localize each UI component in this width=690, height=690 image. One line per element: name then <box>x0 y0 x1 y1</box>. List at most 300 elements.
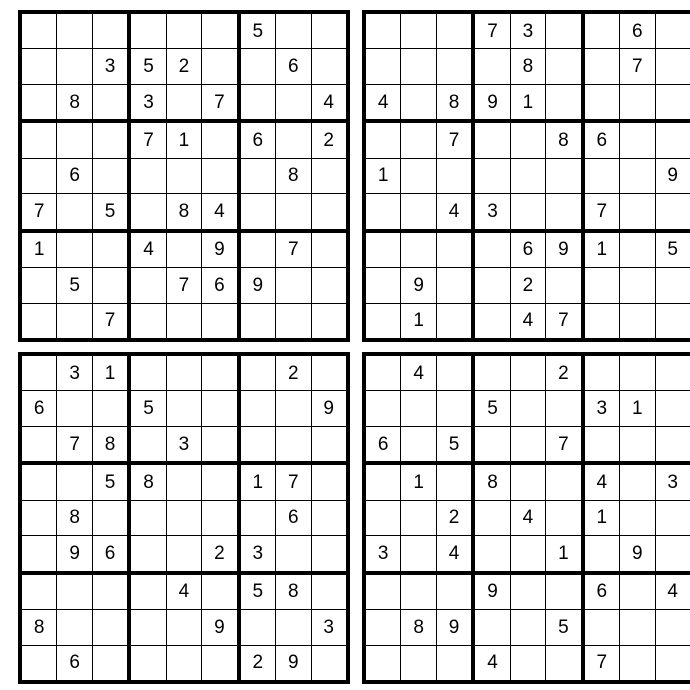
sudoku-cell-empty[interactable] <box>473 121 510 158</box>
sudoku-cell-empty[interactable] <box>546 573 583 610</box>
sudoku-cell-empty[interactable] <box>20 12 57 49</box>
sudoku-cell-given[interactable]: 2 <box>546 354 583 391</box>
sudoku-cell-empty[interactable] <box>473 354 510 391</box>
sudoku-cell-empty[interactable] <box>311 354 348 391</box>
sudoku-cell-given[interactable]: 7 <box>202 84 239 121</box>
sudoku-cell-empty[interactable] <box>276 610 311 645</box>
sudoku-cell-empty[interactable] <box>57 463 92 500</box>
sudoku-cell-given[interactable]: 6 <box>510 231 545 268</box>
sudoku-cell-empty[interactable] <box>57 194 92 231</box>
sudoku-cell-given[interactable]: 6 <box>364 426 401 463</box>
sudoku-cell-empty[interactable] <box>129 303 166 340</box>
sudoku-cell-empty[interactable] <box>92 610 129 645</box>
sudoku-cell-empty[interactable] <box>401 391 436 426</box>
sudoku-cell-empty[interactable] <box>364 354 401 391</box>
sudoku-cell-empty[interactable] <box>436 463 473 500</box>
sudoku-cell-given[interactable]: 9 <box>436 610 473 645</box>
sudoku-grid-bottom-left[interactable] <box>18 352 334 674</box>
sudoku-cell-given[interactable]: 7 <box>620 49 655 84</box>
sudoku-cell-empty[interactable] <box>655 426 690 463</box>
sudoku-cell-empty[interactable] <box>166 354 201 391</box>
sudoku-table[interactable] <box>362 10 690 342</box>
sudoku-cell-empty[interactable] <box>20 645 57 682</box>
sudoku-cell-empty[interactable] <box>166 231 201 268</box>
sudoku-cell-empty[interactable] <box>129 158 166 193</box>
sudoku-cell-given[interactable]: 3 <box>655 463 690 500</box>
sudoku-cell-given[interactable]: 6 <box>57 645 92 682</box>
sudoku-cell-given[interactable]: 4 <box>583 463 620 500</box>
sudoku-cell-empty[interactable] <box>401 194 436 231</box>
sudoku-cell-empty[interactable] <box>92 391 129 426</box>
sudoku-cell-empty[interactable] <box>92 573 129 610</box>
sudoku-cell-given[interactable]: 7 <box>20 194 57 231</box>
sudoku-cell-empty[interactable] <box>546 12 583 49</box>
sudoku-cell-empty[interactable] <box>510 536 545 573</box>
sudoku-cell-given[interactable]: 4 <box>129 231 166 268</box>
sudoku-cell-empty[interactable] <box>20 303 57 340</box>
sudoku-cell-given[interactable]: 9 <box>401 268 436 303</box>
sudoku-cell-empty[interactable] <box>166 463 201 500</box>
sudoku-cell-empty[interactable] <box>583 158 620 193</box>
sudoku-cell-empty[interactable] <box>57 610 92 645</box>
sudoku-cell-empty[interactable] <box>364 645 401 682</box>
sudoku-cell-empty[interactable] <box>620 500 655 535</box>
sudoku-cell-empty[interactable] <box>583 49 620 84</box>
sudoku-cell-empty[interactable] <box>401 158 436 193</box>
sudoku-cell-empty[interactable] <box>202 354 239 391</box>
sudoku-cell-empty[interactable] <box>401 536 436 573</box>
sudoku-cell-empty[interactable] <box>436 268 473 303</box>
sudoku-cell-empty[interactable] <box>92 12 129 49</box>
sudoku-cell-given[interactable]: 1 <box>20 231 57 268</box>
sudoku-cell-empty[interactable] <box>473 231 510 268</box>
sudoku-cell-empty[interactable] <box>202 158 239 193</box>
sudoku-cell-empty[interactable] <box>401 84 436 121</box>
sudoku-cell-empty[interactable] <box>364 268 401 303</box>
sudoku-cell-empty[interactable] <box>583 84 620 121</box>
sudoku-cell-empty[interactable] <box>436 231 473 268</box>
sudoku-cell-empty[interactable] <box>401 121 436 158</box>
sudoku-cell-given[interactable]: 5 <box>57 268 92 303</box>
sudoku-cell-empty[interactable] <box>92 500 129 535</box>
sudoku-cell-empty[interactable] <box>364 194 401 231</box>
sudoku-cell-given[interactable]: 6 <box>276 49 311 84</box>
sudoku-cell-empty[interactable] <box>401 49 436 84</box>
sudoku-cell-given[interactable]: 1 <box>364 158 401 193</box>
sudoku-cell-empty[interactable] <box>129 12 166 49</box>
sudoku-cell-given[interactable]: 5 <box>436 426 473 463</box>
sudoku-cell-given[interactable]: 1 <box>166 121 201 158</box>
sudoku-cell-given[interactable]: 1 <box>239 463 276 500</box>
sudoku-cell-given[interactable]: 8 <box>401 610 436 645</box>
sudoku-cell-empty[interactable] <box>401 645 436 682</box>
sudoku-cell-given[interactable]: 7 <box>57 426 92 463</box>
sudoku-cell-empty[interactable] <box>57 121 92 158</box>
sudoku-cell-empty[interactable] <box>655 49 690 84</box>
sudoku-cell-given[interactable]: 4 <box>311 84 348 121</box>
sudoku-cell-empty[interactable] <box>202 303 239 340</box>
sudoku-cell-empty[interactable] <box>364 573 401 610</box>
sudoku-cell-empty[interactable] <box>510 426 545 463</box>
sudoku-cell-empty[interactable] <box>620 354 655 391</box>
sudoku-cell-empty[interactable] <box>92 268 129 303</box>
sudoku-cell-given[interactable]: 8 <box>436 84 473 121</box>
sudoku-cell-empty[interactable] <box>655 610 690 645</box>
sudoku-cell-empty[interactable] <box>57 12 92 49</box>
sudoku-cell-given[interactable]: 9 <box>620 536 655 573</box>
sudoku-cell-empty[interactable] <box>583 354 620 391</box>
sudoku-cell-given[interactable]: 7 <box>583 194 620 231</box>
sudoku-cell-given[interactable]: 4 <box>401 354 436 391</box>
sudoku-cell-empty[interactable] <box>311 536 348 573</box>
sudoku-cell-given[interactable]: 1 <box>510 84 545 121</box>
sudoku-cell-empty[interactable] <box>166 391 201 426</box>
sudoku-cell-given[interactable]: 4 <box>473 645 510 682</box>
sudoku-cell-empty[interactable] <box>202 645 239 682</box>
sudoku-cell-empty[interactable] <box>364 500 401 535</box>
sudoku-cell-empty[interactable] <box>202 500 239 535</box>
sudoku-cell-empty[interactable] <box>276 121 311 158</box>
sudoku-cell-empty[interactable] <box>546 194 583 231</box>
sudoku-cell-empty[interactable] <box>92 231 129 268</box>
sudoku-cell-empty[interactable] <box>276 268 311 303</box>
sudoku-cell-given[interactable]: 5 <box>129 391 166 426</box>
sudoku-cell-empty[interactable] <box>166 610 201 645</box>
sudoku-cell-empty[interactable] <box>473 158 510 193</box>
sudoku-cell-empty[interactable] <box>20 158 57 193</box>
sudoku-cell-empty[interactable] <box>364 463 401 500</box>
sudoku-cell-given[interactable]: 8 <box>57 84 92 121</box>
sudoku-cell-empty[interactable] <box>311 426 348 463</box>
sudoku-cell-given[interactable]: 2 <box>166 49 201 84</box>
sudoku-cell-empty[interactable] <box>276 303 311 340</box>
sudoku-cell-given[interactable]: 5 <box>655 231 690 268</box>
sudoku-cell-empty[interactable] <box>57 391 92 426</box>
sudoku-cell-given[interactable]: 3 <box>311 610 348 645</box>
sudoku-cell-given[interactable]: 3 <box>510 12 545 49</box>
sudoku-cell-empty[interactable] <box>364 610 401 645</box>
sudoku-cell-given[interactable]: 8 <box>166 194 201 231</box>
sudoku-cell-given[interactable]: 6 <box>239 121 276 158</box>
sudoku-cell-empty[interactable] <box>239 303 276 340</box>
sudoku-cell-given[interactable]: 7 <box>436 121 473 158</box>
sudoku-cell-empty[interactable] <box>57 49 92 84</box>
sudoku-cell-given[interactable]: 8 <box>92 426 129 463</box>
sudoku-cell-empty[interactable] <box>364 391 401 426</box>
sudoku-cell-given[interactable]: 7 <box>546 426 583 463</box>
sudoku-cell-empty[interactable] <box>546 463 583 500</box>
sudoku-cell-empty[interactable] <box>436 573 473 610</box>
sudoku-cell-given[interactable]: 4 <box>364 84 401 121</box>
sudoku-cell-empty[interactable] <box>20 49 57 84</box>
sudoku-cell-empty[interactable] <box>473 303 510 340</box>
sudoku-cell-empty[interactable] <box>364 231 401 268</box>
sudoku-cell-given[interactable]: 8 <box>276 573 311 610</box>
sudoku-cell-empty[interactable] <box>276 426 311 463</box>
sudoku-cell-empty[interactable] <box>510 610 545 645</box>
sudoku-cell-given[interactable]: 4 <box>166 573 201 610</box>
sudoku-cell-given[interactable]: 5 <box>92 194 129 231</box>
sudoku-table[interactable] <box>18 10 350 342</box>
sudoku-cell-empty[interactable] <box>311 194 348 231</box>
sudoku-cell-given[interactable]: 6 <box>583 573 620 610</box>
sudoku-cell-given[interactable]: 1 <box>92 354 129 391</box>
sudoku-cell-empty[interactable] <box>546 645 583 682</box>
sudoku-cell-empty[interactable] <box>510 645 545 682</box>
sudoku-cell-empty[interactable] <box>655 84 690 121</box>
sudoku-cell-empty[interactable] <box>129 536 166 573</box>
sudoku-cell-empty[interactable] <box>129 645 166 682</box>
sudoku-cell-empty[interactable] <box>620 645 655 682</box>
sudoku-cell-given[interactable]: 4 <box>202 194 239 231</box>
sudoku-cell-given[interactable]: 5 <box>92 463 129 500</box>
sudoku-cell-empty[interactable] <box>166 12 201 49</box>
sudoku-cell-empty[interactable] <box>20 536 57 573</box>
sudoku-cell-empty[interactable] <box>202 391 239 426</box>
sudoku-cell-given[interactable]: 1 <box>401 303 436 340</box>
sudoku-cell-empty[interactable] <box>20 354 57 391</box>
sudoku-cell-given[interactable]: 9 <box>239 268 276 303</box>
sudoku-cell-empty[interactable] <box>276 536 311 573</box>
sudoku-cell-empty[interactable] <box>202 12 239 49</box>
sudoku-cell-empty[interactable] <box>583 303 620 340</box>
sudoku-cell-given[interactable]: 7 <box>92 303 129 340</box>
sudoku-cell-empty[interactable] <box>655 391 690 426</box>
sudoku-cell-given[interactable]: 7 <box>546 303 583 340</box>
sudoku-cell-empty[interactable] <box>239 194 276 231</box>
sudoku-cell-empty[interactable] <box>57 573 92 610</box>
sudoku-cell-empty[interactable] <box>129 194 166 231</box>
sudoku-cell-empty[interactable] <box>655 500 690 535</box>
sudoku-cell-empty[interactable] <box>239 610 276 645</box>
sudoku-cell-empty[interactable] <box>166 645 201 682</box>
sudoku-cell-given[interactable]: 6 <box>92 536 129 573</box>
sudoku-cell-empty[interactable] <box>129 573 166 610</box>
sudoku-cell-empty[interactable] <box>546 84 583 121</box>
sudoku-cell-given[interactable]: 6 <box>57 158 92 193</box>
sudoku-cell-given[interactable]: 3 <box>364 536 401 573</box>
sudoku-cell-empty[interactable] <box>510 194 545 231</box>
sudoku-cell-empty[interactable] <box>311 463 348 500</box>
sudoku-cell-empty[interactable] <box>583 536 620 573</box>
sudoku-cell-empty[interactable] <box>655 645 690 682</box>
sudoku-cell-empty[interactable] <box>401 12 436 49</box>
sudoku-cell-given[interactable]: 1 <box>546 536 583 573</box>
sudoku-cell-given[interactable]: 2 <box>239 645 276 682</box>
sudoku-cell-empty[interactable] <box>620 463 655 500</box>
sudoku-cell-empty[interactable] <box>239 231 276 268</box>
sudoku-cell-given[interactable]: 4 <box>436 194 473 231</box>
sudoku-cell-given[interactable]: 1 <box>620 391 655 426</box>
sudoku-cell-empty[interactable] <box>655 268 690 303</box>
sudoku-cell-empty[interactable] <box>129 268 166 303</box>
sudoku-cell-empty[interactable] <box>311 500 348 535</box>
sudoku-cell-given[interactable]: 4 <box>510 303 545 340</box>
sudoku-cell-given[interactable]: 9 <box>202 610 239 645</box>
sudoku-cell-empty[interactable] <box>436 391 473 426</box>
sudoku-cell-empty[interactable] <box>583 268 620 303</box>
sudoku-grid-top-right[interactable] <box>362 10 678 332</box>
sudoku-cell-empty[interactable] <box>473 426 510 463</box>
sudoku-grid-top-left[interactable] <box>18 10 334 332</box>
sudoku-cell-given[interactable]: 1 <box>401 463 436 500</box>
sudoku-cell-empty[interactable] <box>436 645 473 682</box>
sudoku-cell-given[interactable]: 7 <box>129 121 166 158</box>
sudoku-cell-given[interactable]: 9 <box>546 231 583 268</box>
sudoku-cell-empty[interactable] <box>620 158 655 193</box>
sudoku-cell-empty[interactable] <box>473 268 510 303</box>
sudoku-cell-empty[interactable] <box>276 12 311 49</box>
sudoku-cell-empty[interactable] <box>311 12 348 49</box>
sudoku-cell-given[interactable]: 7 <box>473 12 510 49</box>
sudoku-cell-empty[interactable] <box>202 463 239 500</box>
sudoku-cell-empty[interactable] <box>276 194 311 231</box>
sudoku-cell-empty[interactable] <box>92 84 129 121</box>
sudoku-cell-given[interactable]: 6 <box>620 12 655 49</box>
sudoku-cell-empty[interactable] <box>510 354 545 391</box>
sudoku-cell-given[interactable]: 1 <box>583 231 620 268</box>
sudoku-cell-empty[interactable] <box>202 121 239 158</box>
sudoku-cell-given[interactable]: 7 <box>276 463 311 500</box>
sudoku-cell-empty[interactable] <box>510 391 545 426</box>
sudoku-cell-given[interactable]: 8 <box>20 610 57 645</box>
sudoku-cell-empty[interactable] <box>620 303 655 340</box>
sudoku-cell-empty[interactable] <box>655 194 690 231</box>
sudoku-cell-given[interactable]: 9 <box>473 573 510 610</box>
sudoku-cell-empty[interactable] <box>364 49 401 84</box>
sudoku-cell-empty[interactable] <box>364 121 401 158</box>
sudoku-cell-given[interactable]: 5 <box>239 573 276 610</box>
sudoku-cell-empty[interactable] <box>311 158 348 193</box>
sudoku-table[interactable] <box>18 352 350 684</box>
sudoku-cell-empty[interactable] <box>166 84 201 121</box>
sudoku-cell-empty[interactable] <box>364 12 401 49</box>
sudoku-cell-empty[interactable] <box>436 354 473 391</box>
sudoku-cell-empty[interactable] <box>57 231 92 268</box>
sudoku-cell-empty[interactable] <box>436 49 473 84</box>
sudoku-cell-empty[interactable] <box>311 645 348 682</box>
sudoku-cell-empty[interactable] <box>20 573 57 610</box>
sudoku-cell-empty[interactable] <box>311 49 348 84</box>
sudoku-cell-given[interactable]: 3 <box>57 354 92 391</box>
sudoku-cell-empty[interactable] <box>620 84 655 121</box>
sudoku-cell-empty[interactable] <box>655 354 690 391</box>
sudoku-cell-empty[interactable] <box>401 500 436 535</box>
sudoku-cell-empty[interactable] <box>311 231 348 268</box>
sudoku-cell-given[interactable]: 7 <box>276 231 311 268</box>
sudoku-cell-empty[interactable] <box>401 231 436 268</box>
sudoku-cell-given[interactable]: 8 <box>129 463 166 500</box>
sudoku-cell-empty[interactable] <box>129 610 166 645</box>
sudoku-cell-given[interactable]: 2 <box>510 268 545 303</box>
sudoku-cell-empty[interactable] <box>583 610 620 645</box>
sudoku-cell-given[interactable]: 3 <box>583 391 620 426</box>
sudoku-cell-given[interactable]: 6 <box>276 500 311 535</box>
sudoku-cell-empty[interactable] <box>473 610 510 645</box>
sudoku-cell-empty[interactable] <box>20 84 57 121</box>
sudoku-cell-empty[interactable] <box>401 426 436 463</box>
sudoku-cell-given[interactable]: 9 <box>473 84 510 121</box>
sudoku-cell-given[interactable]: 3 <box>473 194 510 231</box>
sudoku-cell-empty[interactable] <box>20 500 57 535</box>
sudoku-cell-given[interactable]: 6 <box>20 391 57 426</box>
sudoku-cell-empty[interactable] <box>20 268 57 303</box>
sudoku-cell-given[interactable]: 2 <box>202 536 239 573</box>
sudoku-cell-given[interactable]: 8 <box>473 463 510 500</box>
sudoku-cell-empty[interactable] <box>655 303 690 340</box>
sudoku-cell-empty[interactable] <box>276 84 311 121</box>
sudoku-cell-empty[interactable] <box>620 610 655 645</box>
sudoku-cell-empty[interactable] <box>202 573 239 610</box>
sudoku-cell-empty[interactable] <box>510 573 545 610</box>
sudoku-cell-given[interactable]: 8 <box>546 121 583 158</box>
sudoku-cell-empty[interactable] <box>364 303 401 340</box>
sudoku-cell-given[interactable]: 8 <box>510 49 545 84</box>
sudoku-cell-empty[interactable] <box>57 303 92 340</box>
sudoku-cell-empty[interactable] <box>546 500 583 535</box>
sudoku-cell-empty[interactable] <box>239 49 276 84</box>
sudoku-cell-given[interactable]: 6 <box>583 121 620 158</box>
sudoku-cell-empty[interactable] <box>620 121 655 158</box>
sudoku-cell-empty[interactable] <box>92 645 129 682</box>
sudoku-cell-empty[interactable] <box>239 426 276 463</box>
sudoku-cell-empty[interactable] <box>620 194 655 231</box>
sudoku-cell-given[interactable]: 8 <box>57 500 92 535</box>
sudoku-cell-given[interactable]: 4 <box>655 573 690 610</box>
sudoku-cell-empty[interactable] <box>20 121 57 158</box>
sudoku-cell-given[interactable]: 9 <box>655 158 690 193</box>
sudoku-cell-empty[interactable] <box>510 463 545 500</box>
sudoku-cell-empty[interactable] <box>583 426 620 463</box>
sudoku-cell-empty[interactable] <box>239 354 276 391</box>
sudoku-cell-empty[interactable] <box>92 121 129 158</box>
sudoku-cell-empty[interactable] <box>166 536 201 573</box>
sudoku-cell-empty[interactable] <box>510 121 545 158</box>
sudoku-cell-given[interactable]: 5 <box>546 610 583 645</box>
sudoku-cell-given[interactable]: 9 <box>57 536 92 573</box>
sudoku-cell-empty[interactable] <box>546 158 583 193</box>
sudoku-cell-empty[interactable] <box>620 231 655 268</box>
sudoku-cell-empty[interactable] <box>620 426 655 463</box>
sudoku-cell-empty[interactable] <box>311 573 348 610</box>
sudoku-cell-given[interactable]: 9 <box>311 391 348 426</box>
sudoku-cell-given[interactable]: 4 <box>436 536 473 573</box>
sudoku-cell-empty[interactable] <box>401 573 436 610</box>
sudoku-cell-empty[interactable] <box>620 573 655 610</box>
sudoku-table[interactable] <box>362 352 690 684</box>
sudoku-cell-given[interactable]: 2 <box>276 354 311 391</box>
sudoku-cell-empty[interactable] <box>92 158 129 193</box>
sudoku-cell-empty[interactable] <box>239 391 276 426</box>
sudoku-cell-given[interactable]: 7 <box>166 268 201 303</box>
sudoku-cell-given[interactable]: 5 <box>239 12 276 49</box>
sudoku-cell-given[interactable]: 3 <box>129 84 166 121</box>
sudoku-cell-empty[interactable] <box>239 84 276 121</box>
sudoku-cell-given[interactable]: 8 <box>276 158 311 193</box>
sudoku-cell-given[interactable]: 6 <box>202 268 239 303</box>
sudoku-cell-empty[interactable] <box>620 268 655 303</box>
sudoku-cell-given[interactable]: 1 <box>583 500 620 535</box>
sudoku-cell-empty[interactable] <box>202 426 239 463</box>
sudoku-cell-empty[interactable] <box>546 268 583 303</box>
sudoku-cell-given[interactable]: 2 <box>436 500 473 535</box>
sudoku-cell-empty[interactable] <box>239 158 276 193</box>
sudoku-cell-empty[interactable] <box>239 500 276 535</box>
sudoku-cell-empty[interactable] <box>129 426 166 463</box>
sudoku-cell-given[interactable]: 3 <box>239 536 276 573</box>
sudoku-cell-empty[interactable] <box>166 303 201 340</box>
sudoku-cell-given[interactable]: 9 <box>276 645 311 682</box>
